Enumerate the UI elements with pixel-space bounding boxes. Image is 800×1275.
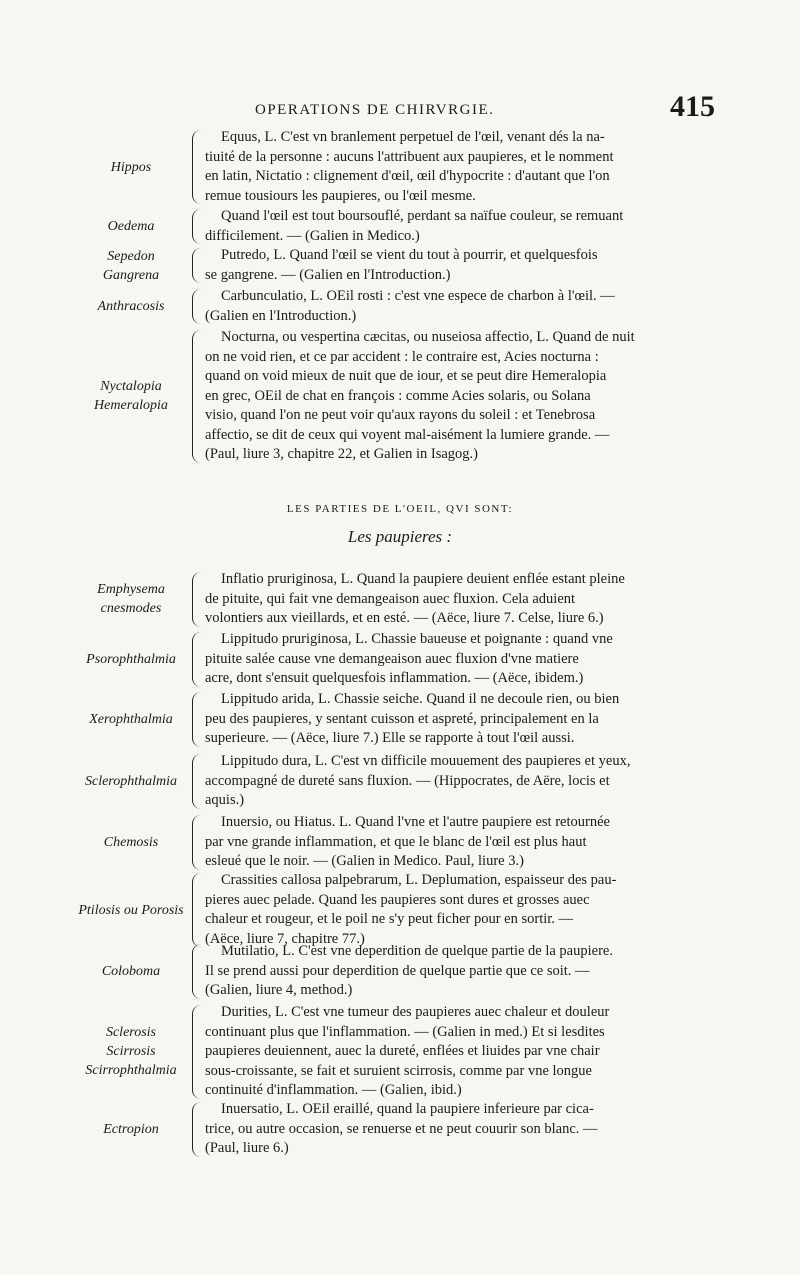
entry-terms [72,207,190,246]
brace-divider [192,632,201,687]
definition-line: Il se prend aussi pour deperdition de quelque partie que ce soit. — [205,962,590,979]
entry-definition [205,246,705,285]
glossary-entry [72,690,702,749]
definition-line: Carbunculatio, L. OEil rosti : c'est vne espece de charbon à l'œil. — [221,288,615,304]
entry-definition [205,287,705,326]
entry-terms [72,1003,190,1101]
definition-line: chaleur et rougeur, et le poil ne s'y peut ficher pour en sortir. — [205,911,574,927]
brace-divider [192,572,201,627]
glossary-entry [72,871,702,949]
entry-definition [205,128,705,206]
brace-divider [192,209,201,244]
entry-term: Sclerosis [105,1025,157,1041]
page-number: 415 [670,90,715,123]
definition-line: trice, ou autre occasion, se renuerse et ne peut couurir son blanc. — [205,1120,598,1137]
entry-term: Sclerophthalmia [84,773,178,789]
entry-term: Coloboma [101,963,161,979]
definition-line: superieure. — (Aëce, liure 7.) Elle se rapporte à tout l'œil aussi. [205,730,575,746]
definition-line: pieres auec pelade. Quand les paupieres sont dures et grosses auec [205,891,590,908]
entry-definition [205,207,705,246]
glossary-entry [72,287,702,326]
entry-terms [72,570,190,629]
glossary-entry [72,1003,702,1101]
glossary-entry [72,942,702,1001]
entry-terms [72,630,190,689]
definition-line: visio, quand l'on ne peut voir qu'aux rayons du soleil : et Tenebrosa [205,407,596,423]
running-head: OPERATIONS DE CHIRVRGIE. [255,102,495,118]
entry-definition [205,328,705,465]
entry-terms [72,246,190,285]
entry-term: Gangrena [102,267,160,283]
entry-terms [72,328,190,465]
entry-term: Xerophthalmia [89,711,173,727]
entry-definition [205,942,705,1001]
glossary-entry [72,128,702,206]
entry-definition [205,752,705,811]
brace-divider [192,330,201,463]
entry-definition [205,690,705,749]
entry-terms [72,752,190,811]
entry-terms [72,942,190,1001]
entry-definition [205,1003,705,1101]
definition-line: par vne grande inflammation, et que le blanc de l'œil est plus haut [205,833,587,850]
brace-divider [192,1102,201,1157]
definition-line: Mutilatio, L. C'est vne deperdition de quelque partie de la paupiere. [221,943,613,959]
definition-line: Lippitudo arida, L. Chassie seiche. Quand il ne decoule rien, ou bien [221,691,620,707]
definition-line: de pituite, qui fait vne demangeaison auec fluxion. Cela aduient [205,590,576,607]
entry-definition [205,1100,705,1159]
definition-line: quand on void mieux de nuit que de iour, et se peut dire Hemeralopia [205,368,607,384]
brace-divider [192,944,201,999]
glossary-entry [72,207,702,246]
definition-line: continuité d'inflammation. — (Galien, ibid.) [205,1082,462,1098]
entry-term: Hemeralopia [94,398,168,414]
definition-line: on ne void rien, et ce par accident : le contraire est, Acies nocturna : [205,348,599,365]
entry-term: Nyctalopia [100,379,162,395]
section-subheading: Les paupieres : [347,527,453,546]
definition-line: paupieres deuiennent, auec la dureté, enflées et liuides par vne chair [205,1043,600,1059]
definition-line: Durities, L. C'est vne tumeur des paupieres auec chaleur et douleur [221,1004,610,1020]
definition-line: (Paul, liure 6.) [205,1140,289,1156]
entry-definition [205,813,705,872]
brace-divider [192,289,201,324]
definition-line: en latin, Nictatio : clignement d'œil, œil d'hypocrite : d'autant que l'on [205,168,610,184]
entry-definition [205,570,705,629]
glossary-entry [72,570,702,629]
definition-line: Quand l'œil est tout boursouflé, perdant sa naïfue couleur, se remuant [221,208,624,224]
definition-line: (Aëce, liure 7, chapitre 77.) [205,930,365,947]
definition-line: sous-croissante, se fait et suruient scirrosis, comme par vne longue [205,1062,592,1079]
entry-definition [205,871,705,949]
definition-line: (Galien en l'Introduction.) [205,307,357,324]
section-heading: LES PARTIES DE L'OEIL, QVI SONT: [286,503,514,515]
definition-line: peu des paupieres, y sentant cuisson et aspreté, principalement en la [205,710,599,727]
definition-line: volontiers aux vieillards, et en esté. — (Aëce, liure 7. Celse, liure 6.) [205,610,604,626]
definition-line: Equus, L. C'est vn branlement perpetuel de l'œil, venant dés la na- [221,129,605,145]
glossary-entry [72,246,702,285]
definition-line: remue tousiours les paupieres, ou l'œil mesme. [205,187,476,204]
definition-line: affectio, se dit de ceux qui voyent mal-aisément la lumiere grande. — [205,426,610,443]
definition-line: se gangrene. — (Galien en l'Introduction.) [205,266,451,283]
definition-line: aquis.) [205,792,245,808]
definition-line: accompagné de dureté sans fluxion. — (Hippocrates, de Aëre, locis et [205,772,610,789]
glossary-entry [72,813,702,872]
definition-line: acre, dont s'ensuit quelquesfois inflammation. — (Aëce, ibidem.) [205,670,584,686]
entry-terms [72,813,190,872]
entry-terms [72,1100,190,1159]
entry-term: Ptilosis ou Porosis [78,902,184,918]
brace-divider [192,873,201,947]
glossary-entry [72,328,702,465]
entry-terms [72,128,190,206]
definition-line: esleué que le noir. — (Galien in Medico. Paul, liure 3.) [205,853,524,869]
definition-line: Crassities callosa palpebrarum, L. Deplumation, espaisseur des pau- [221,872,617,888]
definition-line: Putredo, L. Quand l'œil se vient du tout à pourrir, et quelquesfois [221,247,598,263]
glossary-entry [72,1100,702,1159]
definition-line: Inuersatio, L. OEil eraillé, quand la paupiere inferieure par cica- [221,1101,594,1117]
entry-term: Emphysema [97,582,165,598]
entry-term: Oedema [107,219,155,234]
entry-term: Chemosis [103,834,159,850]
entry-definition [205,630,705,689]
brace-divider [192,754,201,809]
brace-divider [192,248,201,283]
definition-line: Inuersio, ou Hiatus. L. Quand l'vne et l'autre paupiere est retournée [221,814,610,830]
definition-line: Lippitudo pruriginosa, L. Chassie baueuse et poignante : quand vne [221,631,613,647]
entry-term: Psorophthalmia [86,651,176,667]
definition-line: tiuité de la personne : aucuns l'attribuent aux paupieres, et le nomment [205,148,614,165]
definition-line: en grec, OEil de chat en françois : comme Acies solaris, ou Solana [205,387,591,404]
entry-term: cnesmodes [100,601,162,617]
entry-terms [72,287,190,326]
definition-line: Inflatio pruriginosa, L. Quand la paupiere deuient enflée estant pleine [221,571,625,587]
entry-term: Scirrophthalmia [85,1063,177,1079]
brace-divider [192,692,201,747]
entry-term: Sepedon [107,248,155,264]
definition-line: (Paul, liure 3, chapitre 22, et Galien in Isagog.) [205,446,479,462]
brace-divider [192,815,201,870]
definition-line: Nocturna, ou vespertina cæcitas, ou nuseiosa affectio, L. Quand de nuit [221,329,635,345]
entry-term: Scirrosis [106,1044,156,1060]
page-header [255,90,715,130]
definition-line: continuant plus que l'inflammation. — (Galien in med.) Et si lesdites [205,1023,605,1040]
brace-divider [192,1005,201,1099]
glossary-entry [72,630,702,689]
entry-term: Anthracosis [97,299,165,314]
entry-term: Hippos [110,159,152,175]
definition-line: pituite salée cause vne demangeaison auec fluxion d'vne matiere [205,650,579,667]
definition-line: Lippitudo dura, L. C'est vn difficile mouuement des paupieres et yeux, [221,753,631,769]
brace-divider [192,130,201,204]
entry-terms [72,871,190,949]
definition-line: difficilement. — (Galien in Medico.) [205,227,420,244]
definition-line: (Galien, liure 4, method.) [205,982,353,998]
glossary-entry [72,752,702,811]
entry-terms [72,690,190,749]
entry-term: Ectropion [103,1121,159,1137]
